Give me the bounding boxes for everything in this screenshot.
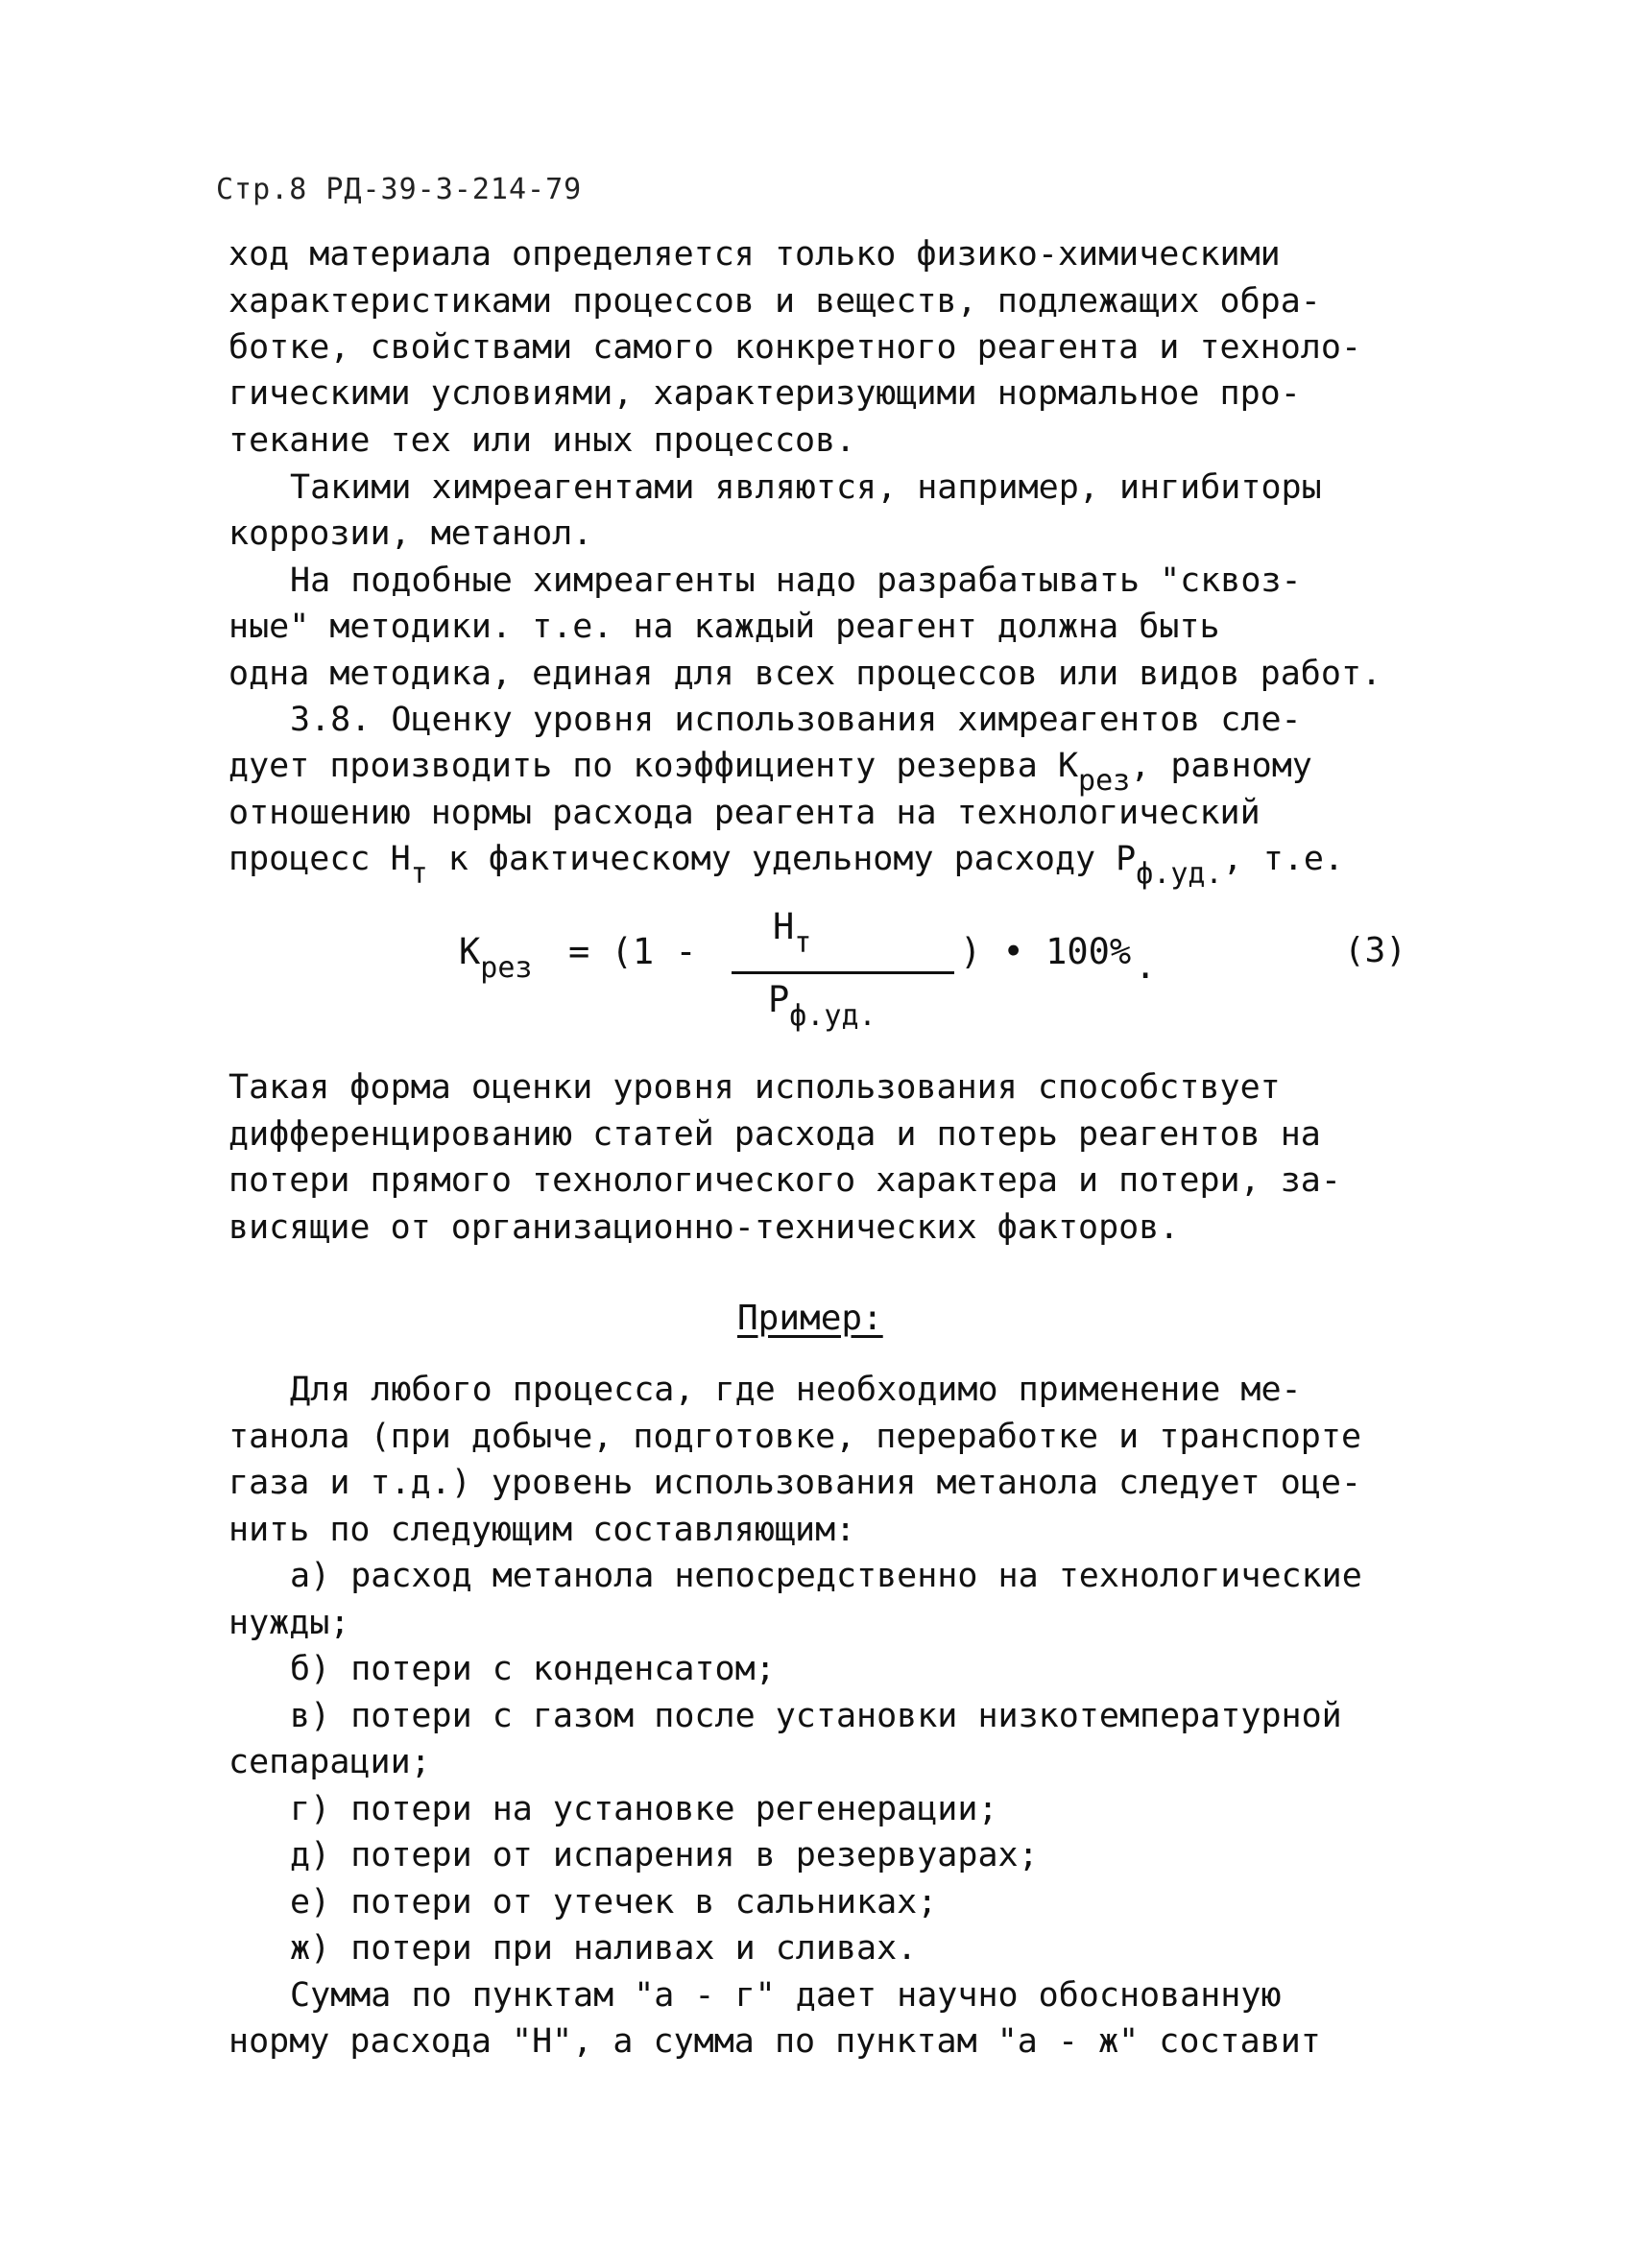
formula-open: = (1 - [568,931,697,972]
text-line: потери прямого технологического характера и потери, за- [228,1161,1341,1200]
formula-numerator: $H_т$ [773,906,812,960]
text-line: 3.8. Оценку уровня использования химреагентов сле- [290,701,1302,739]
list-item: ж) потери при наливах и сливах. [290,1929,918,1968]
list-item: е) потери от утечек в сальниках; [290,1883,938,1922]
text-line: На подобные химреагенты надо разрабатывать "сквоз- [290,561,1302,600]
formula-close: ) • 100% [960,931,1132,972]
list-item: д) потери от испарения в резервуарах; [290,1836,1039,1874]
example-heading: Пример: [737,1299,883,1338]
list-item-continuation: сепарации; [228,1743,431,1781]
text-segment: процесс H [228,840,411,878]
text-line: коррозии, метанол. [228,514,593,553]
text-line: текание тех или иных процессов. [228,421,856,460]
fraction-bar [732,971,954,974]
text-line [228,840,1344,891]
text-line: висящие от организационно-технических факторов. [228,1208,1180,1247]
list-item: а) расход метанола непосредственно на технологические [290,1557,1362,1595]
text-line: ход материала определяется только физико-химическими [228,235,1281,274]
text-line: Такими химреагентами являются, например, ингибиторы [290,468,1322,507]
equation-number: (3) [1344,931,1407,970]
page-header: Стр.8 РД-39-3-214-79 [216,173,583,206]
text-line: отношению нормы расхода реагента на технологический [228,794,1261,832]
text-line: ботке, свойствами самого конкретного реагента и техноло- [228,328,1362,367]
subscript: т [410,857,428,891]
text-line: дифференцированию статей расхода и потерь реагентов на [228,1115,1321,1154]
text-line: Такая форма оценки уровня использования способствует [228,1068,1281,1107]
text-segment: дует производить по коэффициенту резерва K [228,747,1079,785]
text-line [228,747,1312,798]
text-segment: , равному [1130,747,1312,785]
list-item: г) потери на установке регенерации; [290,1790,998,1828]
subscript: рез [1078,764,1131,798]
formula-denominator: $P_{ф.уд.}$ [768,979,877,1033]
subscript: ф.уд. [1136,857,1223,891]
text-line: газа и т.д.) уровень использования метанола следует оце- [228,1464,1362,1502]
text-line: норму расхода "Н", а сумма по пунктам "а - ж" составит [228,2022,1321,2061]
text-line: характеристиками процессов и веществ, подлежащих обра- [228,282,1321,321]
text-line: ные" методики. т.е. на каждый реагент должна быть [228,608,1220,646]
formula-lhs: $K_{рез}$ [459,931,533,985]
text-segment: к фактическому удельному расходу P [427,840,1137,878]
list-item: в) потери с газом после установки низкотемпературной [290,1697,1342,1735]
formula-dot: . [1135,945,1157,987]
text-line: гическими условиями, характеризующими нормальное про- [228,374,1301,413]
text-line: танола (при добыче, подготовке, переработке и транспорте [228,1418,1362,1456]
text-segment: , т.е. [1222,840,1344,878]
text-line: Для любого процесса, где необходимо применение ме- [290,1371,1302,1409]
text-line: Сумма по пунктам "а - г" дает научно обоснованную [290,1976,1282,2015]
list-item-continuation: нужды; [228,1604,350,1642]
text-line: нить по следующим составляющим: [228,1511,856,1549]
text-line: одна методика, единая для всех процессов или видов работ. [228,655,1382,693]
list-item: б) потери с конденсатом; [290,1650,776,1688]
